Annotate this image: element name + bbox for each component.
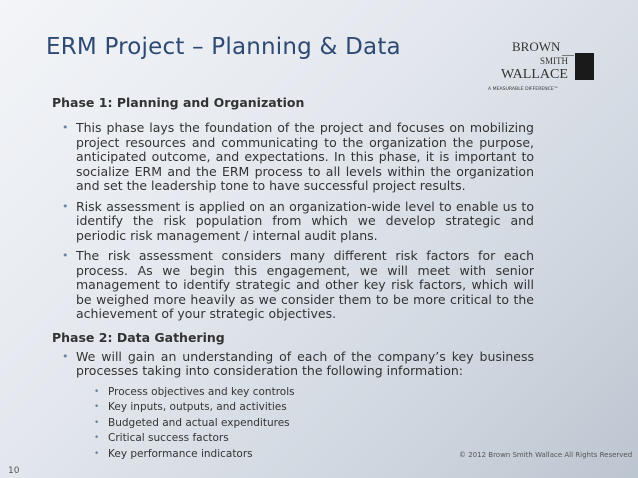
logo-line-smith: SMITH: [540, 56, 569, 66]
phase1-heading: Phase 1: Planning and Organization: [52, 95, 305, 110]
phase1-bullet: • This phase lays the foundation of the project and focuses on mobilizing project resources and communicating to the organization the purpose, anticipated outcome, and expectations. In this phase, it is important to socialize ERM and the ERM process to all levels within the organization and set the leadership tone to have successful project results.: [52, 121, 534, 194]
copyright-notice: © 2012 Brown Smith Wallace All Rights Reserved: [459, 451, 633, 459]
phase1-bullet: • Risk assessment is applied on an organization-wide level to enable us to identify the risk population from which we develop strategic and periodic risk management / internal audit plans.: [52, 200, 534, 244]
logo-square: [575, 53, 594, 80]
phase2-sub-bullet: • Process objectives and key controls: [52, 385, 534, 401]
phase2-sub-bullet: • Budgeted and actual expenditures: [52, 416, 534, 432]
phase1-bullet-list: [52, 121, 534, 322]
phase2-heading: Phase 2: Data Gathering: [52, 329, 225, 345]
phase2-bullet: • We will gain an understanding of each of the company’s key business processes taking into consideration the following information:: [52, 350, 534, 379]
page-number: 10: [8, 466, 20, 476]
logo-tagline: A MEASURABLE DIFFERENCE™: [488, 87, 559, 92]
phase2-sub-bullet: • Key inputs, outputs, and activities: [52, 400, 534, 416]
logo-line-brown: BROWN: [512, 39, 561, 54]
company-logo: [488, 39, 618, 96]
phase2-sub-bullet: • Critical success factors: [52, 431, 534, 447]
phase2-bullet-list: [52, 350, 534, 379]
slide-content: [52, 95, 534, 462]
phase2-sub-bullet: • Key performance indicators: [52, 447, 534, 463]
logo-line-wallace: WALLACE: [501, 67, 568, 82]
slide-title: ERM Project – Planning & Data: [46, 34, 401, 60]
phase1-bullet: • The risk assessment considers many different risk factors for each process. As we begin this engagement, we will meet with senior management to identify strategic and other key risk factors, which will be weighed more heavily as we consider them to be more critical to the achievement of your strategic objectives.: [52, 249, 534, 322]
